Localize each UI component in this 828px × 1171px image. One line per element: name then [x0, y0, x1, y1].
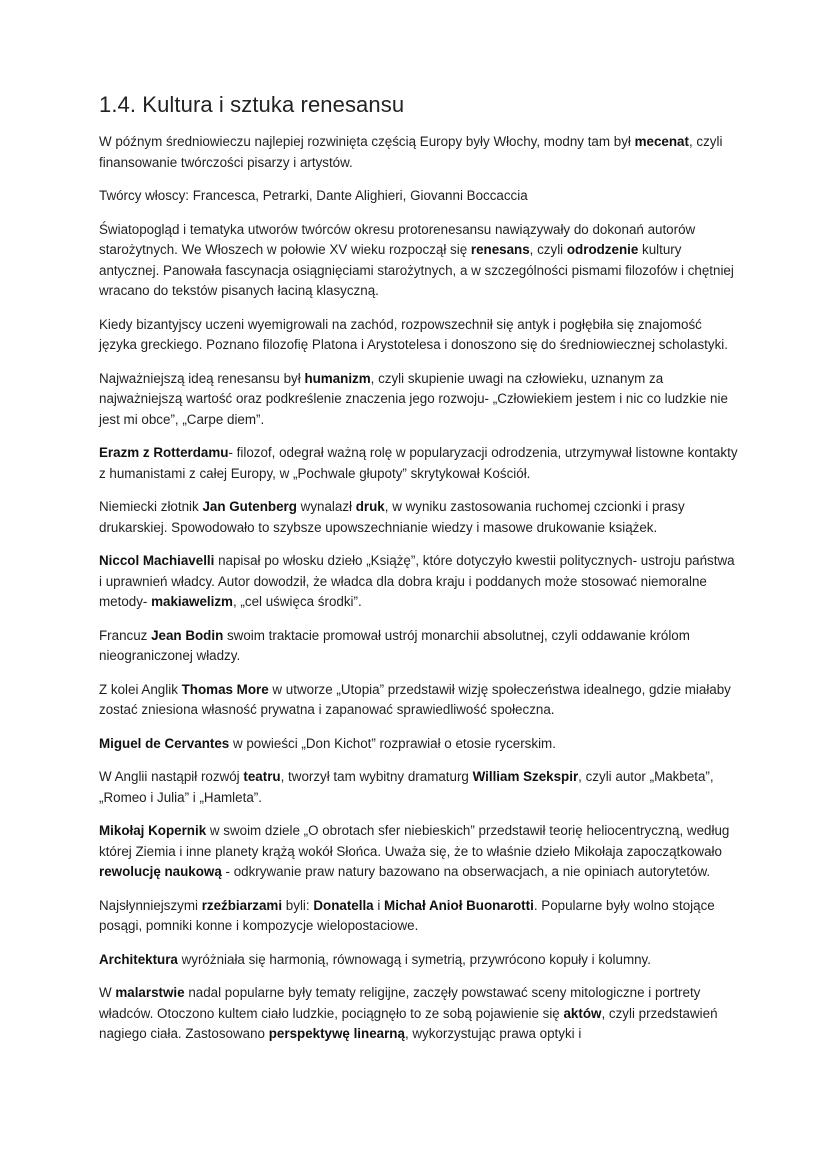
bold-term: mecenat [634, 134, 689, 149]
bold-term: rewolucję naukową [99, 864, 222, 879]
text-run: napisał po włosku dzieło „Książę”, które dotyczyło kwestii politycznych- ustroju państwa i uprawnień władcy. Autor dowodził, że władca dla dobra kraju i poddanych może stosować niemoralne metody- [99, 553, 735, 609]
text-run: W [99, 985, 116, 1000]
bold-term: humanizm [304, 370, 371, 386]
text-run: swoim traktacie promował ustrój monarchii absolutnej, czyli oddawanie królom nieograniczonej władzy. [99, 627, 690, 663]
paragraph [99, 315, 739, 356]
bold-term: malarstwie [115, 985, 185, 1000]
text-run: , czyli finansowanie twórczości pisarzy i artystów. [99, 134, 723, 170]
paragraph [99, 220, 739, 302]
text-run: nadal popularne były tematy religijne, zaczęły powstawać sceny mitologiczne i portrety władców. Otoczono kultem ciało ludzkie, pociągnęło to ze sobą pojawienie się [99, 985, 701, 1021]
text-run: kultury antycznej. Panowała fascynacja osiągnięciami starożytnych, a w szczególności pismami filozofów i chętniej wracano do tekstów pisanych łaciną klasyczną. [99, 242, 734, 298]
paragraph [99, 896, 739, 937]
paragraph [99, 497, 739, 538]
text-run: W późnym średniowieczu najlepiej rozwinięta częścią Europy były Włochy, modny tam był [99, 134, 635, 149]
text-run: w powieści „Don Kichot” rozprawiał o etosie rycerskim. [229, 735, 556, 751]
text-run: Najważniejszą ideą renesansu był [99, 370, 305, 386]
text-run: , czyli skupienie uwagi na człowieku, uznanym za najważniejszą wartość oraz podkreślenie znaczenia jego rozwoju- „Człowiekiem jestem i nic co ludzkie nie jest mi obce”, „Carpe diem”. [99, 370, 728, 427]
paragraph [99, 626, 739, 667]
paragraph [99, 983, 739, 1045]
text-run: W Anglii nastąpił rozwój [99, 769, 244, 784]
bold-term: Erazm z Rotterdamu [99, 445, 229, 460]
bold-term: Mikołaj Kopernik [99, 823, 207, 838]
bold-term: odrodzenie [566, 242, 639, 257]
bold-term: teatru [243, 769, 281, 784]
paragraph [99, 821, 739, 883]
text-run: Z kolei Anglik [99, 681, 182, 697]
text-run: - odkrywanie praw natury bazowano na obserwacjach, a nie opiniach autorytetów. [221, 864, 711, 879]
text-run: Kiedy bizantyjscy uczeni wyemigrowali na zachód, rozpowszechnił się antyk i pogłębiła się znajomość języka greckiego. Poznano filozofię Platona i Arystotelesa i donoszono się do średniowiecznej scholastyki. [99, 316, 728, 352]
paragraph [99, 443, 739, 484]
bold-term: druk [355, 499, 385, 514]
bold-term: Miguel de Cervantes [99, 735, 230, 751]
paragraph [99, 767, 739, 808]
bold-term: Jan Gutenberg [202, 499, 297, 514]
document-body [99, 132, 739, 1045]
page-title: 1.4. Kultura i sztuka renesansu [99, 92, 405, 117]
document-page [99, 92, 739, 1058]
text-run: Francuz [99, 627, 152, 643]
paragraph [99, 132, 739, 173]
paragraph [99, 680, 739, 721]
text-run: i [373, 897, 385, 913]
text-run: Niemiecki złotnik [99, 499, 203, 514]
text-run: wyróżniała się harmonią, równowagą i symetrią, przywrócono kopuły i kolumny. [177, 951, 651, 967]
bold-term: Michał Anioł Buonarotti [384, 897, 534, 913]
bold-term: renesans [470, 242, 530, 257]
text-run: w swoim dziele „O obrotach sfer niebieskich” przedstawił teorię heliocentryczną, według której Ziemia i inne planety krążą wokół Słońca. Uważa się, że to właśnie dzieło Mikołaja zapoczątkowało [99, 823, 730, 859]
text-run: , w wyniku zastosowania ruchomej czcionki i prasy drukarskiej. Spowodowało to szybsze upowszechnianie wiedzy i masowe drukowanie książek. [99, 499, 685, 535]
bold-term: Thomas More [181, 681, 269, 697]
text-run: , wykorzystując prawa optyki i [404, 1026, 582, 1041]
paragraph [99, 551, 739, 613]
text-run: , czyli przedstawień nagiego ciała. Zastosowano [99, 1005, 718, 1041]
text-run: , „cel uświęca środki”. [232, 594, 362, 609]
paragraph [99, 950, 739, 971]
text-run: , tworzył tam wybitny dramaturg [280, 769, 473, 784]
text-run: Najsłynniejszymi [99, 897, 202, 913]
bold-term: Donatella [313, 897, 374, 913]
text-run: byli: [282, 897, 314, 913]
bold-term: Architektura [99, 951, 178, 967]
text-run: w utworze „Utopia” przedstawił wizję społeczeństwa idealnego, gdzie miałaby zostać zniesiona własność prywatna i zapanować sprawiedliwość społeczna. [99, 681, 731, 717]
text-run: - filozof, odegrał ważną rolę w popularyzacji odrodzenia, utrzymywał listowne kontakty z humanistami z całej Europy, w „Pochwale głupoty” skrytykował Kościół. [99, 445, 738, 481]
bold-term: rzeźbiarzami [201, 897, 283, 913]
text-run: Twórcy włoscy: Francesca, Petrarki, Dante Alighieri, Giovanni Boccaccia [99, 188, 528, 203]
bold-term: aktów [563, 1005, 602, 1021]
text-run: wynalazł [296, 499, 356, 514]
paragraph [99, 734, 739, 755]
text-run: , czyli autor „Makbeta”, „Romeo i Julia” i „Hamleta”. [99, 769, 714, 805]
text-run: . Popularne były wolno stojące posągi, pomniki konne i kompozycje wielopostaciowe. [99, 897, 715, 933]
bold-term: Niccol Machiavelli [99, 553, 215, 568]
text-run: Światopogląd i tematyka utworów twórców okresu protorenesansu nawiązywały do dokonań autorów starożytnych. We Włoszech w połowie XV wieku rozpoczął się [99, 221, 696, 257]
bold-term: William Szekspir [472, 769, 579, 784]
paragraph [99, 186, 739, 207]
bold-term: makiawelizm [151, 594, 233, 609]
text-run: , czyli [529, 242, 567, 257]
paragraph [99, 369, 739, 431]
bold-term: Jean Bodin [151, 627, 224, 643]
bold-term: perspektywę linearną [268, 1026, 405, 1041]
